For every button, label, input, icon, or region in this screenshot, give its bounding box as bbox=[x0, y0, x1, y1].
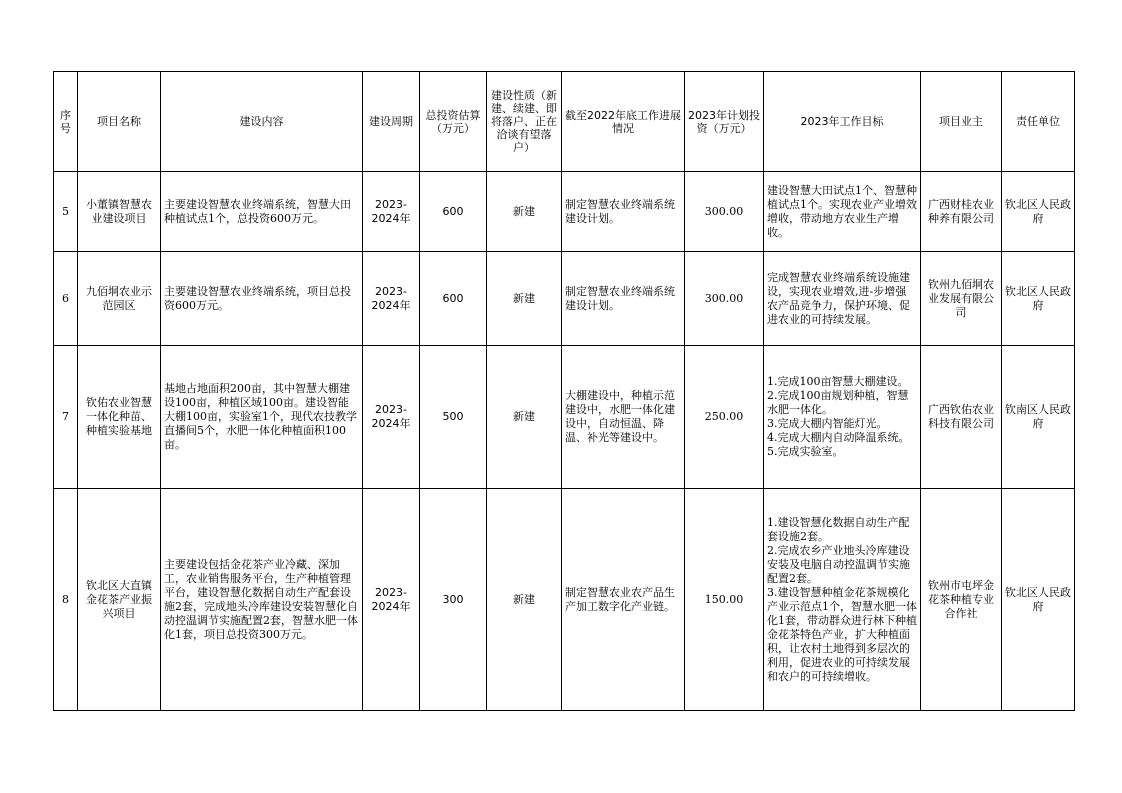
row-plan: 300.00 bbox=[685, 252, 764, 346]
row-plan: 300.00 bbox=[685, 172, 764, 252]
row-progress: 制定智慧农业终端系统建设计划。 bbox=[562, 252, 685, 346]
row-owner: 广西财桂农业种养有限公司 bbox=[921, 172, 1002, 252]
row-owner: 广西钦佑农业科技有限公司 bbox=[921, 346, 1002, 489]
header-invest: 总投资估算（万元） bbox=[420, 72, 487, 172]
table-row bbox=[54, 172, 1075, 252]
row-invest: 500 bbox=[420, 346, 487, 489]
row-name: 小董镇智慧农业建设项目 bbox=[78, 172, 161, 252]
row-content: 主要建设包括金花茶产业冷藏、深加工，农业销售服务平台，生产种植管理平台，建设智慧化数据自动生产配套设施2套，完成地头冷库建设安装智慧化自动控温调节实施配置2套，智慧水肥一体化1套，项目总投资300万元。 bbox=[161, 489, 363, 711]
row-plan: 150.00 bbox=[685, 489, 764, 711]
header-period: 建设周期 bbox=[363, 72, 420, 172]
table-row bbox=[54, 252, 1075, 346]
row-nature: 新建 bbox=[487, 252, 562, 346]
row-unit: 钦北区人民政府 bbox=[1002, 172, 1075, 252]
row-period: 2023-2024年 bbox=[363, 172, 420, 252]
row-content: 主要建设智慧农业终端系统，智慧大田种植试点1个，总投资600万元。 bbox=[161, 172, 363, 252]
row-nature: 新建 bbox=[487, 489, 562, 711]
table-row bbox=[54, 346, 1075, 489]
row-invest: 300 bbox=[420, 489, 487, 711]
row-invest: 600 bbox=[420, 172, 487, 252]
header-unit: 责任单位 bbox=[1002, 72, 1075, 172]
row-nature: 新建 bbox=[487, 346, 562, 489]
row-goal: 建设智慧大田试点1个、智慧种植试点1个。实现农业产业增效增收，带动地方农业生产增收。 bbox=[764, 172, 921, 252]
row-progress: 制定智慧农业终端系统建设计划。 bbox=[562, 172, 685, 252]
row-name: 九佰垌农业示范园区 bbox=[78, 252, 161, 346]
table-row bbox=[54, 489, 1075, 711]
header-name: 项目名称 bbox=[78, 72, 161, 172]
row-owner: 钦州九佰垌农业发展有限公司 bbox=[921, 252, 1002, 346]
header-nature: 建设性质（新建、续建、即将落户、正在洽谈有望落户） bbox=[487, 72, 562, 172]
row-progress: 制定智慧农业农产品生产加工数字化产业链。 bbox=[562, 489, 685, 711]
header-owner: 项目业主 bbox=[921, 72, 1002, 172]
row-period: 2023-2024年 bbox=[363, 489, 420, 711]
row-content: 基地占地面积200亩，其中智慧大棚建设100亩，种植区域100亩。建设智能大棚100亩，实验室1个，现代农技教学直播间5个，水肥一体化种植面积100亩。 bbox=[161, 346, 363, 489]
row-goal: 1.完成100亩智慧大棚建设。 2.完成100亩规划种植，智慧水肥一体化。 3.完成大棚内智能灯光。 4.完成大棚内自动降温系统。 5.完成实验室。 bbox=[764, 346, 921, 489]
header-plan: 2023年计划投资（万元） bbox=[685, 72, 764, 172]
header-content: 建设内容 bbox=[161, 72, 363, 172]
header-goal: 2023年工作目标 bbox=[764, 72, 921, 172]
row-goal: 完成智慧农业终端系统设施建设，实现农业增效,进-步增强农产品竞争力，保护环境、促进农业的可持续发展。 bbox=[764, 252, 921, 346]
row-progress: 大棚建设中，种植示范建设中，水肥一体化建设中，自动恒温、降温、补光等建设中。 bbox=[562, 346, 685, 489]
row-period: 2023-2024年 bbox=[363, 346, 420, 489]
row-nature: 新建 bbox=[487, 172, 562, 252]
row-name: 钦北区大直镇金花茶产业振兴项目 bbox=[78, 489, 161, 711]
row-owner: 钦州市屯坪金花茶种植专业合作社 bbox=[921, 489, 1002, 711]
header-row bbox=[54, 72, 1075, 172]
row-unit: 钦北区人民政府 bbox=[1002, 489, 1075, 711]
row-seq: 5 bbox=[54, 172, 78, 252]
header-progress: 截至2022年底工作进展情况 bbox=[562, 72, 685, 172]
header-seq: 序号 bbox=[54, 72, 78, 172]
row-unit: 钦南区人民政府 bbox=[1002, 346, 1075, 489]
row-content: 主要建设智慧农业终端系统，项目总投资600万元。 bbox=[161, 252, 363, 346]
row-period: 2023-2024年 bbox=[363, 252, 420, 346]
row-seq: 7 bbox=[54, 346, 78, 489]
row-seq: 6 bbox=[54, 252, 78, 346]
row-plan: 250.00 bbox=[685, 346, 764, 489]
row-seq: 8 bbox=[54, 489, 78, 711]
row-invest: 600 bbox=[420, 252, 487, 346]
project-table bbox=[53, 71, 1075, 711]
row-unit: 钦北区人民政府 bbox=[1002, 252, 1075, 346]
row-goal: 1.建设智慧化数据自动生产配套设施2套。 2.完成农乡产业地头冷库建设安装及电脑自动控温调节实施配置2套。 3.建设智慧种植金花茶规模化产业示范点1个，智慧水肥一体化1套，带动群众进行林下种植金花茶特色产业，扩大种植面积，让农村土地得到多层次的利用，促进农业的可持续发展和农户的可持续增收。 bbox=[764, 489, 921, 711]
row-name: 钦佑农业智慧一体化种苗、种植实验基地 bbox=[78, 346, 161, 489]
